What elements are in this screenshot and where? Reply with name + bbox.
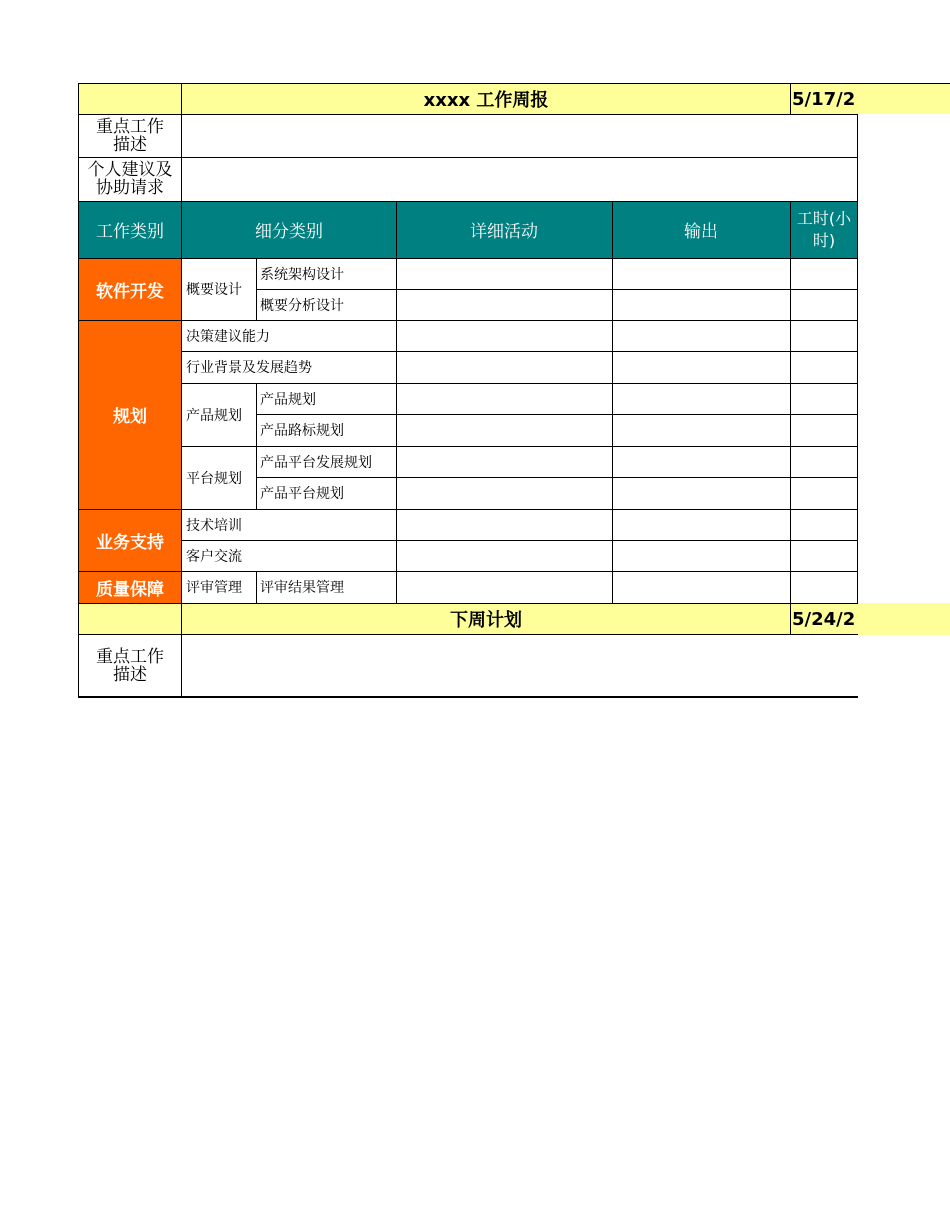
row-outline-design[interactable]: 概要设计: [186, 282, 242, 298]
next-week-focus-label: 重点工作描述: [96, 647, 164, 685]
advice-input-cell[interactable]: [182, 157, 858, 201]
group-support: 业务支持: [78, 509, 182, 571]
grid-line: [78, 83, 79, 697]
grid-line: [857, 114, 858, 603]
header-output: 输出: [612, 201, 790, 258]
row-product-plan-group[interactable]: 产品规划: [186, 407, 242, 424]
group-software: 软件开发: [78, 258, 182, 320]
grid-line: [790, 603, 791, 635]
next-week-corner-cell[interactable]: [78, 603, 182, 635]
row-platform-plan[interactable]: 平台规划: [186, 470, 242, 487]
row-review-result[interactable]: 评审结果管理: [260, 580, 344, 596]
title-corner-cell[interactable]: [78, 84, 182, 114]
header-subcategory: 细分类别: [182, 201, 396, 258]
grid-line: [612, 201, 613, 603]
row-product-plan[interactable]: 产品规划: [260, 391, 316, 408]
grid-line: [181, 83, 182, 697]
header-hours: 工时(小时): [790, 201, 858, 258]
grid-line: [78, 83, 950, 84]
report-title[interactable]: xxxx 工作周报: [182, 84, 790, 114]
focus-input-cell[interactable]: [182, 114, 858, 157]
header-activity: 详细活动: [396, 201, 612, 258]
grid-line: [256, 383, 257, 509]
grid-line: [78, 603, 858, 604]
grid-line: [182, 383, 858, 384]
grid-line: [256, 258, 257, 320]
advice-label: 个人建议及协助请求: [87, 160, 173, 198]
row-arch-design[interactable]: 系统架构设计: [260, 266, 344, 283]
grid-line: [182, 446, 858, 447]
grid-line: [256, 477, 858, 478]
group-planning: 规划: [78, 320, 182, 509]
row-analysis-design[interactable]: 概要分析设计: [260, 297, 344, 314]
grid-line: [790, 201, 791, 603]
grid-line: [78, 201, 858, 202]
grid-line: [78, 258, 858, 259]
grid-line: [78, 114, 858, 115]
grid-line: [182, 540, 858, 541]
header-category: 工作类别: [78, 201, 182, 258]
row-review[interactable]: 评审管理: [186, 580, 242, 596]
row-platform-product[interactable]: 产品平台规划: [260, 486, 344, 502]
grid-line: [182, 351, 858, 352]
grid-line: [78, 634, 858, 635]
focus-label: 重点工作描述: [96, 116, 164, 155]
grid-line: [256, 289, 858, 290]
row-roadmap[interactable]: 产品路标规划: [260, 423, 344, 439]
grid-line: [256, 571, 257, 603]
row-industry[interactable]: 行业背景及发展趋势: [186, 360, 312, 376]
grid-line: [78, 509, 858, 510]
row-platform-dev[interactable]: 产品平台发展规划: [260, 454, 372, 471]
grid-line: [790, 83, 791, 114]
next-week-title[interactable]: 下周计划: [182, 603, 790, 635]
grid-line: [256, 414, 858, 415]
next-week-date[interactable]: 5/24/2: [790, 603, 950, 635]
grid-line: [396, 201, 397, 603]
report-date[interactable]: 5/17/2: [790, 84, 950, 114]
group-quality: 质量保障: [78, 571, 182, 603]
next-week-focus-input-cell[interactable]: [182, 635, 858, 697]
grid-line: [78, 157, 858, 158]
grid-line: [78, 696, 858, 698]
row-training[interactable]: 技术培训: [186, 517, 242, 534]
row-customer[interactable]: 客户交流: [186, 548, 242, 565]
row-decision[interactable]: 决策建议能力: [186, 328, 270, 345]
grid-line: [78, 571, 858, 572]
grid-line: [78, 320, 858, 321]
